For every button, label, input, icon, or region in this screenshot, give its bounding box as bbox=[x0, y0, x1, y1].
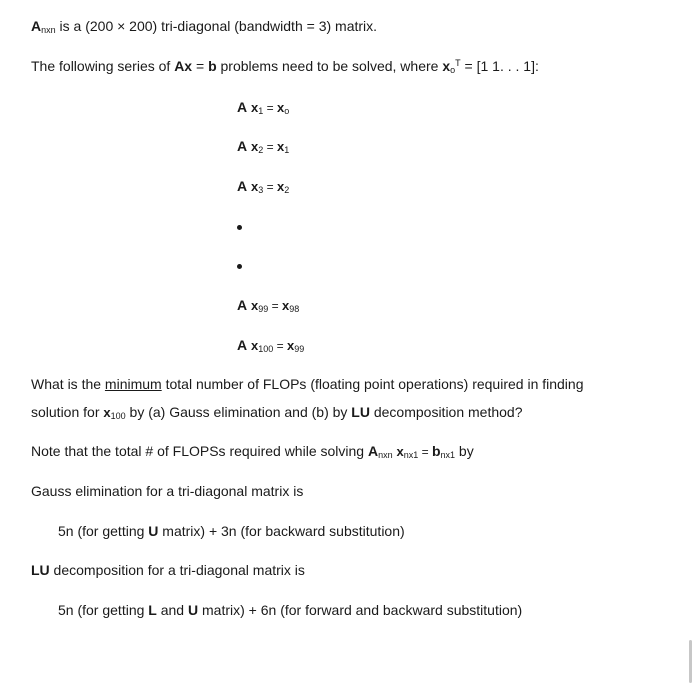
lu-heading bbox=[31, 561, 305, 579]
note-x-sub: nx1 bbox=[403, 450, 419, 460]
gauss-formula bbox=[58, 522, 405, 540]
equation-99 bbox=[237, 296, 299, 315]
equation-lhs: x bbox=[251, 298, 259, 313]
question-text: solution for bbox=[31, 404, 104, 420]
note-x: x bbox=[396, 444, 404, 459]
equation-equals: = bbox=[263, 140, 277, 154]
lu-heading-bold: LU bbox=[31, 562, 50, 578]
equation-matrix: A bbox=[237, 178, 248, 194]
lu-formula-text: 5n (for getting bbox=[58, 602, 149, 618]
intro-description: is a (200 × 200) tri-diagonal (bandwidth = 3) matrix. bbox=[55, 18, 378, 34]
x0-superscript: T bbox=[455, 58, 461, 68]
intro-line bbox=[31, 17, 377, 35]
note-text-end: by bbox=[455, 443, 474, 459]
gauss-formula-u: U bbox=[148, 523, 159, 539]
note-text: Note that the total # of FLOPSs required while solving bbox=[31, 443, 368, 459]
note-line bbox=[31, 442, 474, 461]
question-lu: LU bbox=[351, 404, 370, 420]
equation-lhs-sub: 3 bbox=[258, 185, 264, 195]
question-line-1 bbox=[31, 375, 584, 393]
lu-formula bbox=[58, 601, 522, 619]
equation-rhs-sub: 1 bbox=[284, 145, 290, 155]
equation-3 bbox=[237, 177, 289, 196]
equation-lhs-sub: 2 bbox=[258, 145, 264, 155]
x0-subscript: o bbox=[450, 65, 456, 75]
gauss-heading bbox=[31, 482, 303, 500]
question-text: What is the bbox=[31, 376, 105, 392]
lu-heading-text: decomposition for a tri-diagonal matrix is bbox=[49, 562, 305, 578]
question-x-variable: x bbox=[103, 405, 111, 420]
series-text-3: problems need to be solved, where bbox=[216, 58, 443, 74]
equation-equals: = bbox=[268, 299, 282, 313]
equation-lhs-sub: 99 bbox=[258, 304, 269, 314]
question-text: by (a) Gauss elimination and (b) by bbox=[125, 404, 352, 420]
equation-rhs: x bbox=[276, 179, 285, 194]
equation-lhs: x bbox=[251, 179, 259, 194]
equation-equals: = bbox=[263, 101, 277, 115]
question-x-subscript: 100 bbox=[110, 411, 126, 421]
equation-rhs: x bbox=[286, 338, 295, 353]
equation-2 bbox=[237, 137, 289, 156]
equation-rhs-sub: o bbox=[284, 106, 290, 116]
x0-variable: x bbox=[442, 58, 451, 74]
lu-formula-text: matrix) + 6n (for forward and backward substitution) bbox=[198, 602, 523, 618]
equation-rhs-sub: 2 bbox=[284, 185, 290, 195]
equation-rhs: x bbox=[276, 100, 285, 115]
question-line-2 bbox=[31, 403, 523, 422]
note-b-sub: nx1 bbox=[440, 450, 456, 460]
lu-formula-l: L bbox=[148, 602, 157, 618]
matrix-symbol: A bbox=[31, 18, 42, 34]
note-equals: = bbox=[418, 445, 432, 459]
series-text-1: The following series of bbox=[31, 58, 175, 74]
series-text-2: = bbox=[192, 58, 209, 74]
gauss-formula-text: 5n (for getting bbox=[58, 523, 149, 539]
gauss-heading-text: Gauss elimination for a tri-diagonal matrix is bbox=[31, 483, 304, 499]
equation-lhs-sub: 100 bbox=[258, 344, 274, 354]
equation-rhs-sub: 99 bbox=[294, 344, 305, 354]
equation-rhs: x bbox=[281, 298, 290, 313]
lu-formula-u: U bbox=[187, 602, 199, 618]
equation-equals: = bbox=[263, 180, 277, 194]
series-ax: Ax bbox=[174, 58, 193, 74]
question-minimum: minimum bbox=[104, 376, 162, 392]
equation-1 bbox=[237, 98, 289, 117]
note-matrix: A bbox=[367, 443, 379, 459]
note-b: b bbox=[431, 443, 441, 459]
equation-matrix: A bbox=[237, 297, 248, 313]
equation-matrix: A bbox=[237, 99, 248, 115]
equation-lhs-sub: 1 bbox=[258, 106, 264, 116]
ellipsis-dot bbox=[237, 225, 242, 230]
equation-matrix: A bbox=[237, 138, 248, 154]
equation-lhs: x bbox=[251, 100, 259, 115]
scrollbar[interactable] bbox=[689, 640, 692, 683]
series-line bbox=[31, 57, 539, 75]
equation-rhs-sub: 98 bbox=[289, 304, 300, 314]
lu-formula-text: and bbox=[156, 602, 188, 618]
equation-matrix: A bbox=[237, 337, 248, 353]
equation-rhs: x bbox=[276, 139, 285, 154]
equation-equals: = bbox=[273, 339, 287, 353]
question-text: decomposition method? bbox=[369, 404, 523, 420]
equation-lhs: x bbox=[251, 139, 259, 154]
series-b: b bbox=[208, 58, 217, 74]
matrix-subscript: nxn bbox=[41, 25, 56, 35]
ellipsis-dot bbox=[237, 264, 242, 269]
equation-100 bbox=[237, 336, 304, 355]
gauss-formula-text: matrix) + 3n (for backward substitution) bbox=[158, 523, 405, 539]
series-text-4: = [1 1. . . 1]: bbox=[460, 58, 539, 74]
question-text: total number of FLOPs (floating point operations) required in finding bbox=[161, 376, 584, 392]
note-matrix-sub: nxn bbox=[378, 450, 393, 460]
equation-lhs: x bbox=[251, 338, 259, 353]
